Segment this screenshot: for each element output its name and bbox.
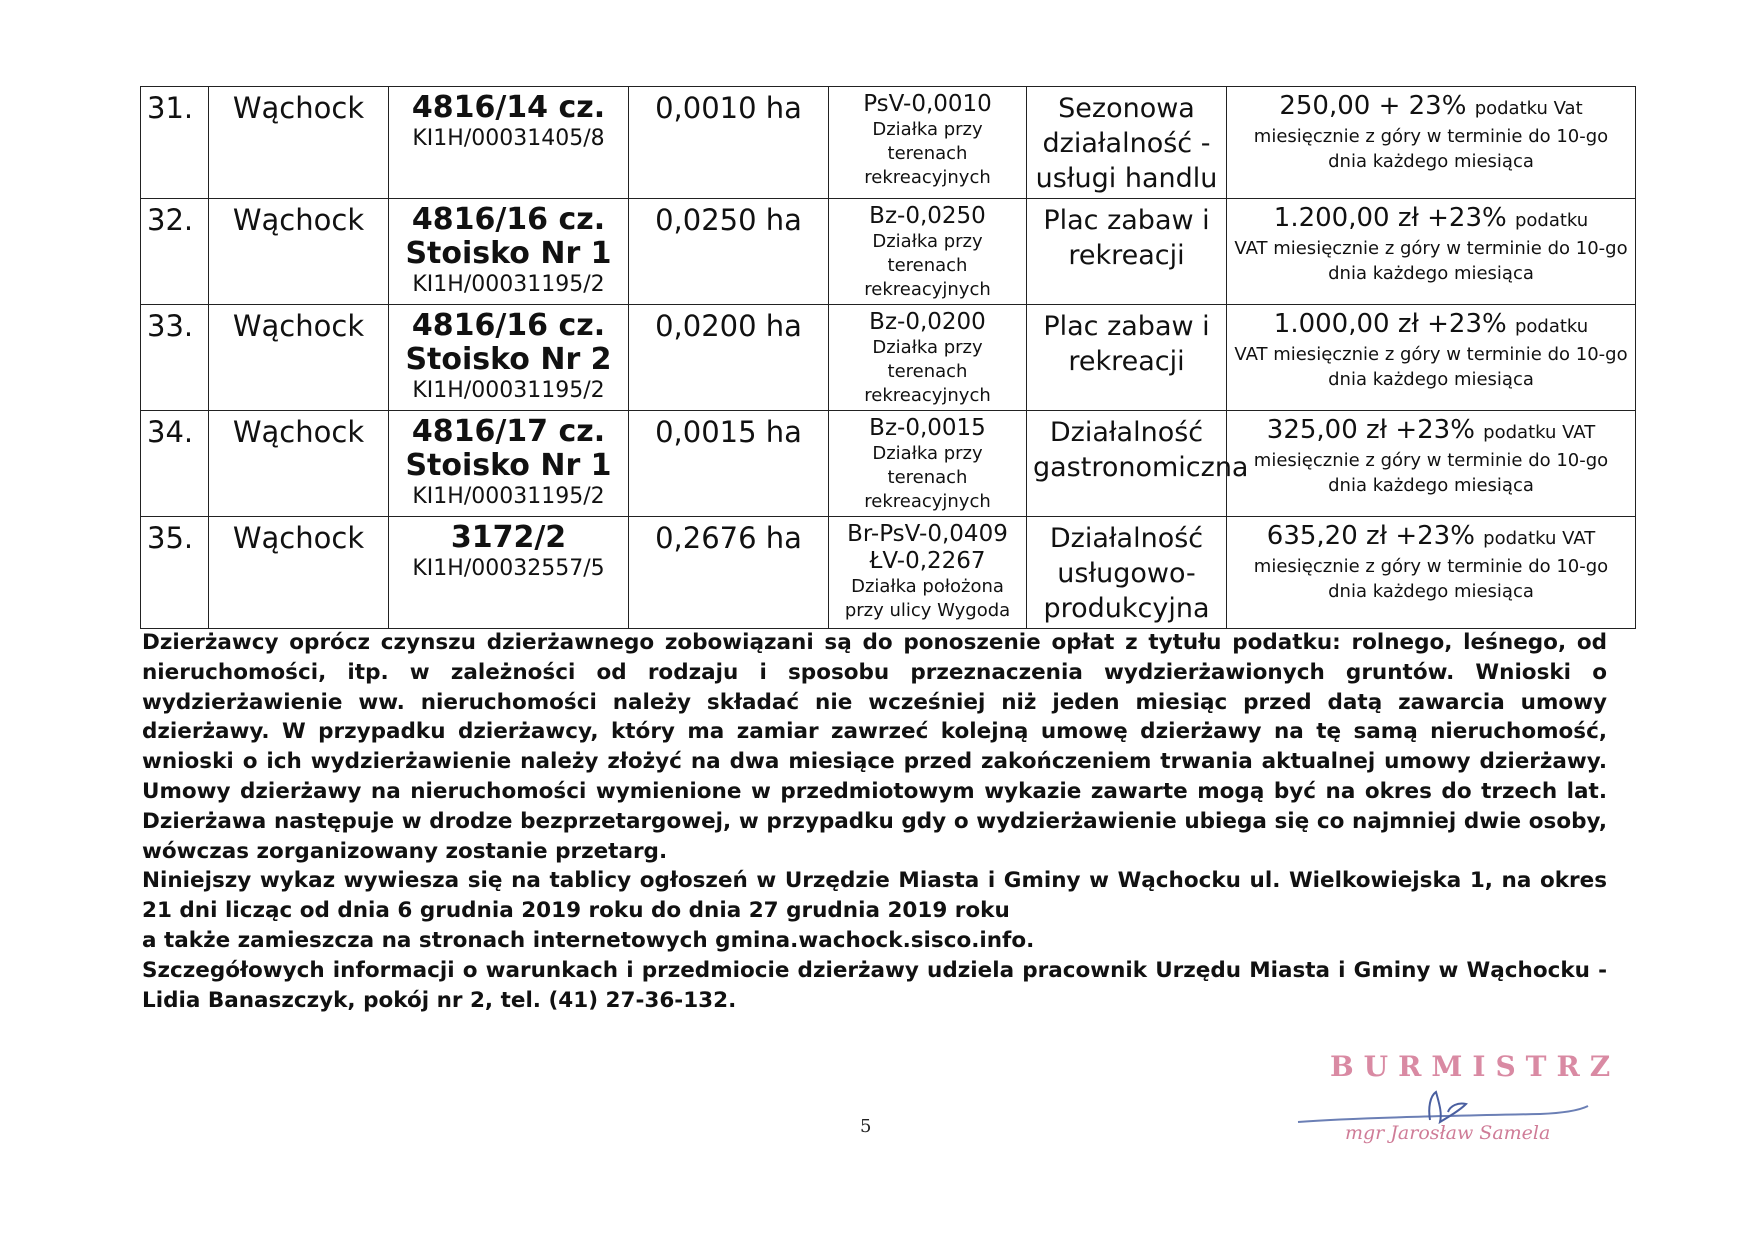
table-row xyxy=(141,305,1636,411)
row-parcel-cell xyxy=(389,87,629,199)
table-row xyxy=(141,517,1636,629)
rent-tax: podatku Vat xyxy=(1474,98,1583,119)
parcel-number: 4816/17 cz. xyxy=(411,414,606,449)
row-rent-cell xyxy=(1227,517,1636,629)
land-register-number: KI1H/00031195/2 xyxy=(412,484,605,509)
row-area: 0,0200 ha xyxy=(629,305,829,411)
notes-paragraph-contact: Szczegółowych informacji o warunkach i przedmiocie dzierżawy udziela pracownik Urzędu Miasta i Gminy w Wąchocku - Lidia Banaszczyk, pokój nr 2, tel. (41) 27-36-132. xyxy=(142,957,1607,1013)
land-use-description: Działka przy terenach rekreacyjnych xyxy=(864,119,991,188)
lease-table xyxy=(140,86,1636,629)
land-use-code: Bz-0,0015 xyxy=(869,415,986,441)
rent-tax: podatku xyxy=(1514,316,1589,337)
land-use-description: Działka położona przy ulicy Wygoda xyxy=(844,576,1011,621)
row-purpose: Plac zabaw i rekreacji xyxy=(1027,305,1227,411)
rent-terms: miesięcznie z góry w terminie do 10-go dnia każdego miesiąca xyxy=(1253,126,1609,172)
land-use-code: Bz-0,0250 xyxy=(869,203,986,229)
rent-amount xyxy=(1233,415,1629,448)
row-parcel-cell xyxy=(389,305,629,411)
row-rent-cell xyxy=(1227,305,1636,411)
mayor-stamp xyxy=(1290,1050,1621,1160)
row-land-use-cell xyxy=(829,411,1027,517)
stamp-title: BURMISTRZ xyxy=(1330,1050,1621,1083)
land-use-code: Br-PsV-0,0409 xyxy=(847,521,1008,547)
rent-amount xyxy=(1233,521,1629,554)
rent-terms: miesięcznie z góry w terminie do 10-go dnia każdego miesiąca xyxy=(1253,556,1609,602)
row-parcel-cell xyxy=(389,411,629,517)
row-location: Wąchock xyxy=(209,411,389,517)
row-purpose: Działalność gastronomiczna xyxy=(1027,411,1227,517)
land-use-code: PsV-0,0010 xyxy=(863,91,992,117)
rent-tax: podatku VAT xyxy=(1483,422,1596,443)
rent-main: 635,20 zł +23% xyxy=(1266,521,1475,551)
row-location: Wąchock xyxy=(209,305,389,411)
row-location: Wąchock xyxy=(209,199,389,305)
row-location: Wąchock xyxy=(209,517,389,629)
rent-terms: VAT miesięcznie z góry w terminie do 10-go dnia każdego miesiąca xyxy=(1234,344,1628,390)
parcel-number: 4816/16 cz. xyxy=(411,308,606,343)
row-land-use-cell xyxy=(829,199,1027,305)
parcel-number: 4816/16 cz. xyxy=(411,202,606,237)
row-number: 35. xyxy=(141,517,209,629)
row-area: 0,0250 ha xyxy=(629,199,829,305)
stall-number: Stoisko Nr 1 xyxy=(405,236,612,271)
page-number: 5 xyxy=(860,1116,872,1137)
row-land-use-cell xyxy=(829,305,1027,411)
land-use-code: Bz-0,0200 xyxy=(869,309,986,335)
stamp-name: mgr Jarosław Samela xyxy=(1345,1122,1551,1144)
row-rent-cell xyxy=(1227,411,1636,517)
rent-main: 250,00 + 23% xyxy=(1279,91,1467,121)
row-number: 33. xyxy=(141,305,209,411)
row-land-use-cell xyxy=(829,87,1027,199)
land-register-number: KI1H/00032557/5 xyxy=(412,556,605,581)
notes-section xyxy=(142,628,1607,1015)
row-purpose: Sezonowa działalność - usługi handlu xyxy=(1027,87,1227,199)
parcel-number: 4816/14 cz. xyxy=(411,90,606,125)
notes-paragraph-posting: Niniejszy wykaz wywiesza się na tablicy ogłoszeń w Urzędzie Miasta i Gminy w Wąchocku ul. Wielkowiejska 1, na okres 21 dni licząc od dnia 6 grudnia 2019 roku do dnia 27 grudnia 2019 roku xyxy=(142,868,1607,924)
rent-amount xyxy=(1233,91,1629,124)
row-rent-cell xyxy=(1227,199,1636,305)
table-row xyxy=(141,87,1636,199)
land-register-number: KI1H/00031195/2 xyxy=(412,272,605,297)
row-purpose: Działalność usługowo-produkcyjna xyxy=(1027,517,1227,629)
rent-main: 325,00 zł +23% xyxy=(1266,415,1475,445)
notes-paragraph-obligations: Dzierżawcy oprócz czynszu dzierżawnego zobowiązani są do ponoszenie opłat z tytułu podatku: rolnego, leśnego, od nieruchomości, itp. w zależności od rodzaju i sposobu przeznaczenia wydzierżawionych gruntów. Wnioski o wydzierżawienie ww. nieruchomości należy składać nie wcześniej niż jeden miesiąc przed datą zawarcia umowy dzierżawy. W przypadku dzierżawcy, który ma zamiar zawrzeć kolejną umowę dzierżawy na tę samą nieruchomość, wnioski o ich wydzierżawienie należy złożyć na dwa miesiące przed zakończeniem trwania aktualnej umowy dzierżawy. Umowy dzierżawy na nieruchomości wymienione w przedmiotowym wykazie zawarte mogą być na okres do trzech lat. Dzierżawa następuje w drodze bezprzetargowej, w przypadku gdy o wydzierżawienie ubiega się co najmniej dwie osoby, wówczas zorganizowany zostanie przetarg. xyxy=(142,630,1607,864)
land-use-code-2: ŁV-0,2267 xyxy=(869,548,986,574)
rent-tax: podatku VAT xyxy=(1483,528,1596,549)
land-use-description: Działka przy terenach rekreacyjnych xyxy=(864,337,991,406)
stall-number: Stoisko Nr 1 xyxy=(405,448,612,483)
land-register-number: KI1H/00031405/8 xyxy=(412,126,605,151)
row-parcel-cell xyxy=(389,199,629,305)
row-area: 0,0010 ha xyxy=(629,87,829,199)
land-use-description: Działka przy terenach rekreacyjnych xyxy=(864,231,991,300)
row-number: 32. xyxy=(141,199,209,305)
row-number: 31. xyxy=(141,87,209,199)
row-purpose: Plac zabaw i rekreacji xyxy=(1027,199,1227,305)
land-register-number: KI1H/00031195/2 xyxy=(412,378,605,403)
table-row xyxy=(141,199,1636,305)
rent-terms: VAT miesięcznie z góry w terminie do 10-go dnia każdego miesiąca xyxy=(1234,238,1628,284)
parcel-number: 3172/2 xyxy=(450,520,567,555)
rent-terms: miesięcznie z góry w terminie do 10-go dnia każdego miesiąca xyxy=(1253,450,1609,496)
land-use-description: Działka przy terenach rekreacyjnych xyxy=(864,443,991,512)
row-parcel-cell xyxy=(389,517,629,629)
row-number: 34. xyxy=(141,411,209,517)
row-rent-cell xyxy=(1227,87,1636,199)
table-row xyxy=(141,411,1636,517)
row-location: Wąchock xyxy=(209,87,389,199)
row-area: 0,2676 ha xyxy=(629,517,829,629)
row-land-use-cell xyxy=(829,517,1027,629)
lease-table-body xyxy=(141,87,1636,629)
rent-tax: podatku xyxy=(1514,210,1589,231)
rent-main: 1.000,00 zł +23% xyxy=(1273,309,1507,339)
rent-amount xyxy=(1233,203,1629,236)
rent-main: 1.200,00 zł +23% xyxy=(1273,203,1507,233)
stall-number: Stoisko Nr 2 xyxy=(405,342,612,377)
notes-paragraph-website: a także zamieszcza na stronach internetowych gmina.wachock.sisco.info. xyxy=(142,927,1035,953)
rent-amount xyxy=(1233,309,1629,342)
row-area: 0,0015 ha xyxy=(629,411,829,517)
